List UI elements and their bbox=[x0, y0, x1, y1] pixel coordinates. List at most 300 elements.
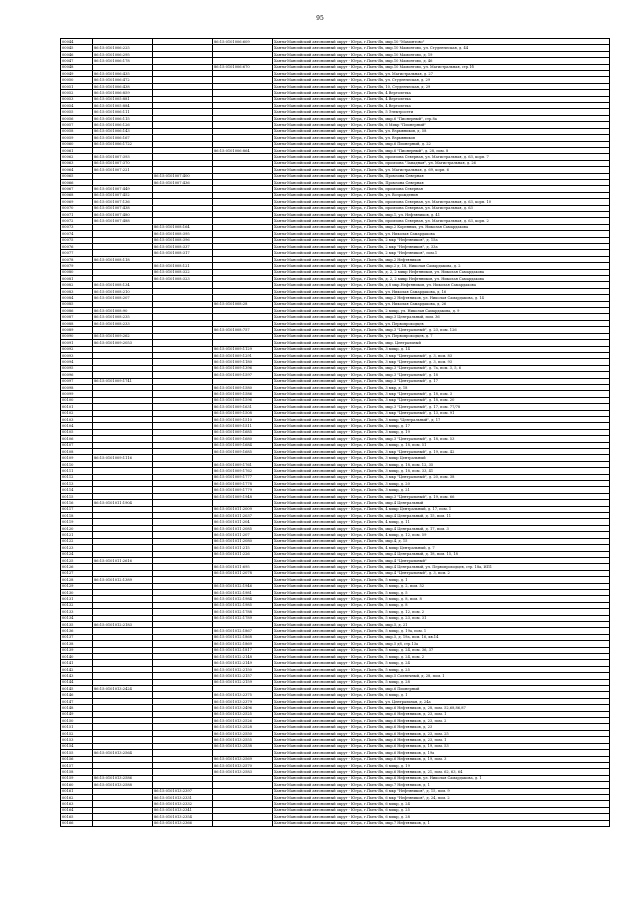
record-number-cell: 00080 bbox=[61, 269, 93, 275]
record-number-cell: 00116 bbox=[61, 500, 93, 506]
address-cell: Ханты-Мансийский автономный округ - Югра, г.Пыть-Ях, мкр.3 "Центральный", д. 19, пом. 66 bbox=[273, 493, 610, 499]
registry-table-body bbox=[61, 39, 610, 827]
record-number-cell: 00058 bbox=[61, 128, 93, 134]
address-cell: Ханты-Мансийский автономный округ - Югра, г.Пыть-Ях, мкр.6 Нефтяников, д. 19а bbox=[273, 750, 610, 756]
record-number-cell: 00131 bbox=[61, 596, 93, 602]
address-cell: Ханты-Мансийский автономный округ - Югра, г.Пыть-Ях, ул. Возрождения bbox=[273, 192, 610, 198]
address-cell: Ханты-Мансийский автономный округ - Югра, г.Пыть-Ях, мкр.3 "Центральный", д. 23, пом. 126 bbox=[273, 327, 610, 333]
address-cell: Ханты-Мансийский автономный округ - Югра, г.Пыть-Ях, 5 микр, д. 28 bbox=[273, 679, 610, 685]
cadastral-number-cell: 86:15:0101006:178 bbox=[93, 58, 153, 64]
premises-number-cell: 86:15:0101011:2080 bbox=[213, 538, 273, 544]
address-cell: Ханты-Мансийский автономный округ - Югра, г.Пыть-Ях, ул. Центральная, д. 24а bbox=[273, 698, 610, 704]
address-cell: Ханты-Мансийский автономный округ - Югра, г.Пыть-Ях, мкр.6 Нефтяников, д. 21, пом. 62, 63, 64 bbox=[273, 769, 610, 775]
premises-number-cell: 86:15:0101013:2555 bbox=[213, 737, 273, 743]
building-number-cell: 86:15:0101008:395 bbox=[153, 231, 213, 237]
address-cell: Ханты-Мансийский автономный округ - Югра, г.Пыть-Ях, 6 микр, д. 25 bbox=[273, 807, 610, 813]
record-number-cell: 00108 bbox=[61, 449, 93, 455]
record-number-cell: 00077 bbox=[61, 250, 93, 256]
address-cell: Ханты-Мансийский автономный округ - Югра, г.Пыть-Ях, мкр.3 Центральный, пом. 36 bbox=[273, 314, 610, 320]
premises-number-cell: 86:15:0101013:2375 bbox=[213, 692, 273, 698]
premises-number-cell: 86:15:0101013:2525 bbox=[213, 711, 273, 717]
record-number-cell: 00137 bbox=[61, 634, 93, 640]
record-number-cell: 00054 bbox=[61, 103, 93, 109]
record-number-cell: 00152 bbox=[61, 730, 93, 736]
record-number-cell: 00120 bbox=[61, 525, 93, 531]
premises-number-cell: 86:15:0101013:2528 bbox=[213, 724, 273, 730]
record-number-cell: 00123 bbox=[61, 545, 93, 551]
address-cell: Ханты-Мансийский автономный округ - Югра, г.Пыть-Ях, 3 мкр, д. 18 bbox=[273, 384, 610, 390]
address-cell: Ханты-Мансийский автономный округ - Югра, г.Пыть-Ях, мкр.3 "Центральный", д. 18, пом. 53 bbox=[273, 436, 610, 442]
record-number-cell: 00111 bbox=[61, 468, 93, 474]
premises-number-cell: 86:15:0101009:1685 bbox=[213, 449, 273, 455]
premises-number-cell: 86:15:0101009:1685 bbox=[213, 429, 273, 435]
record-number-cell: 00090 bbox=[61, 333, 93, 339]
record-number-cell: 00132 bbox=[61, 602, 93, 608]
cadastral-number-cell: 86:15:0101006:115 bbox=[93, 115, 153, 121]
record-number-cell: 00044 bbox=[61, 39, 93, 45]
record-number-cell: 00115 bbox=[61, 493, 93, 499]
premises-number-cell: 86:15:0101013:2570 bbox=[213, 762, 273, 768]
premises-number-cell: 86:15:0101012:2148 bbox=[213, 654, 273, 660]
address-cell: Ханты-Мансийский автономный округ - Югра, г.Пыть-Ях, 5 микр, д. 25 bbox=[273, 666, 610, 672]
address-cell: Ханты-Мансийский автономный округ - Югра, г.Пыть-Ях, ул. Николая Самардакова, д. 26 bbox=[273, 301, 610, 307]
cadastral-number-cell bbox=[93, 820, 153, 826]
record-number-cell: 00159 bbox=[61, 775, 93, 781]
premises-number-cell: 86:15:0101012:1985 bbox=[213, 602, 273, 608]
premises-number-cell: 86:15:0101012:2159 bbox=[213, 679, 273, 685]
premises-number-cell: 86:15:0101009:1631 bbox=[213, 404, 273, 410]
address-cell: Ханты-Мансийский автономный округ - Югра, г.Пыть-Ях, 4 Вертолетка bbox=[273, 96, 610, 102]
address-cell: Ханты-Мансийский автономный округ - Югра, г.Пыть-Ях, ул. Первопроходцев, д. 7 bbox=[273, 333, 610, 339]
record-number-cell: 00164 bbox=[61, 807, 93, 813]
record-number-cell: 00047 bbox=[61, 58, 93, 64]
address-cell: Ханты-Мансийский автономный округ - Югра, г.Пыть-Ях, 3 микр, д. 18, пом. 12, 35 bbox=[273, 461, 610, 467]
cadastral-number-cell: 86:15:0101009:1741 bbox=[93, 378, 153, 384]
cadastral-number-cell: 86:15:0101007:370 bbox=[93, 160, 153, 166]
table-row bbox=[61, 820, 610, 826]
address-cell: Ханты-Мансийский автономный округ - Югра, г.Пыть-Ях, 5 микр, д. 23, пом. 31 bbox=[273, 615, 610, 621]
record-number-cell: 00161 bbox=[61, 788, 93, 794]
premises-number-cell: 86:15:0101011:695 bbox=[213, 564, 273, 570]
premises-number-cell: 86:15:0101012:2149 bbox=[213, 660, 273, 666]
address-cell: Ханты-Мансийский автономный округ - Югра, г.Пыть-Ях, 3 микр, д. 17 bbox=[273, 423, 610, 429]
cadastral-number-cell: 86:15:0101006:126 bbox=[93, 122, 153, 128]
record-number-cell: 00091 bbox=[61, 340, 93, 346]
record-number-cell: 00094 bbox=[61, 359, 93, 365]
record-number-cell: 00052 bbox=[61, 90, 93, 96]
address-cell: Ханты-Мансийский автономный округ - Югра, г.Пыть-Ях, мкр.6 "Пионерный", стр.8а bbox=[273, 115, 610, 121]
premises-number-cell: 86:15:0101009:1596 bbox=[213, 397, 273, 403]
address-cell: Ханты-Мансийский автономный округ - Югра, г.Пыть-Ях, мкр.6 Нефтяников, д. 23, пом. 2 bbox=[273, 718, 610, 724]
address-cell: Ханты-Мансийский автономный округ - Югра, г.Пыть-Ях, 6 микр, д. 1 bbox=[273, 692, 610, 698]
record-number-cell: 00084 bbox=[61, 295, 93, 301]
premises-number-cell: 86:15:0101006:670 bbox=[213, 64, 273, 70]
address-cell: Ханты-Мансийский автономный округ - Югра, г.Пыть-Ях, 4 микр Центральный, д. 17, пом. 1 bbox=[273, 506, 610, 512]
premises-number-cell: 86:15:0101011:2037 bbox=[213, 513, 273, 519]
record-number-cell: 00148 bbox=[61, 705, 93, 711]
record-number-cell: 00083 bbox=[61, 288, 93, 294]
cadastral-number-cell: 86:15:0101012:2183 bbox=[93, 621, 153, 627]
address-cell: Ханты-Мансийский автономный округ - Югра, г.Пыть-Ях, 3 мкр "Центральный", д. 20, пом. 38 bbox=[273, 474, 610, 480]
cadastral-number-cell: 86:15:0101011:1904 bbox=[93, 500, 153, 506]
address-cell: Ханты-Мансийский автономный округ - Югра, г.Пыть-Ях, мкр.3 "Центральный", д. 18 bbox=[273, 372, 610, 378]
address-cell: Ханты-Мансийский автономный округ - Югра, г.Пыть-Ях, мкр.1, ул. Нефтяников, д. 41 bbox=[273, 211, 610, 217]
address-cell: Ханты-Мансийский автономный округ - Югра, г.Пыть-Ях, мкр.4 "Центральный", д. 3, пом. 2 bbox=[273, 570, 610, 576]
record-number-cell: 00113 bbox=[61, 481, 93, 487]
record-number-cell: 00097 bbox=[61, 378, 93, 384]
record-number-cell: 00140 bbox=[61, 654, 93, 660]
address-cell: Ханты-Мансийский автономный округ - Югра, г.Пыть-Ях, 6 микр, д. 19 bbox=[273, 762, 610, 768]
premises-number-cell: 86:15:0101009:1597 bbox=[213, 372, 273, 378]
address-cell: Ханты-Мансийский автономный округ - Югра, г.Пыть-Ях, мкр.5 д8, стр.13а bbox=[273, 641, 610, 647]
record-number-cell: 00061 bbox=[61, 147, 93, 153]
record-number-cell: 00078 bbox=[61, 256, 93, 262]
cadastral-number-cell: 86:15:0101012:1389 bbox=[93, 577, 153, 583]
cadastral-number-cell: 86:15:0101008:118 bbox=[93, 256, 153, 262]
record-number-cell: 00060 bbox=[61, 141, 93, 147]
record-number-cell: 00065 bbox=[61, 173, 93, 179]
record-number-cell: 00133 bbox=[61, 609, 93, 615]
address-cell: Ханты-Мансийский автономный округ - Югра, г.Пыть-Ях, 2 мкр "Нефтяников", д. 33а bbox=[273, 244, 610, 250]
record-number-cell: 00092 bbox=[61, 346, 93, 352]
cadastral-number-cell: 86:15:0101013:2564 bbox=[93, 750, 153, 756]
address-cell: Ханты-Мансийский автономный округ - Югра, г.Пыть-Ях, промзона Северная bbox=[273, 186, 610, 192]
record-number-cell: 00129 bbox=[61, 583, 93, 589]
record-number-cell: 00135 bbox=[61, 621, 93, 627]
cadastral-number-cell: 86:15:0101006:111 bbox=[93, 109, 153, 115]
record-number-cell: 00071 bbox=[61, 211, 93, 217]
record-number-cell: 00085 bbox=[61, 301, 93, 307]
record-number-cell: 00143 bbox=[61, 673, 93, 679]
premises-number-cell: 86:15:0101009:1511 bbox=[213, 423, 273, 429]
premises-number-cell: 86:15:0101009:1580 bbox=[213, 384, 273, 390]
address-cell: Ханты-Мансийский автономный округ - Югра, г.Пыть-Ях, мкр.6 Нефтяников, д. 23, пом. 25 bbox=[273, 730, 610, 736]
record-number-cell: 00134 bbox=[61, 615, 93, 621]
address-cell: Ханты-Мансийский автономный округ - Югра, г.Пыть-Ях, 3 микр, д. 20 bbox=[273, 481, 610, 487]
record-number-cell: 00109 bbox=[61, 455, 93, 461]
cadastral-number-cell: 86:15:0101007:449 bbox=[93, 186, 153, 192]
record-number-cell: 00130 bbox=[61, 589, 93, 595]
record-number-cell: 00118 bbox=[61, 513, 93, 519]
premises-number-cell: 86:15:0101012:1984 bbox=[213, 596, 273, 602]
cadastral-number-cell: 86:15:0101006:435 bbox=[93, 71, 153, 77]
address-cell: Ханты-Мансийский автономный округ - Югра, г.Пыть-Ях, мкр.4 "Центральный" bbox=[273, 557, 610, 563]
record-number-cell: 00059 bbox=[61, 135, 93, 141]
cadastral-number-cell: 86:15:0101007:488 bbox=[93, 218, 153, 224]
building-number-cell: 86:15:0101008:337 bbox=[153, 244, 213, 250]
cadastral-number-cell: 86:15:0101013:2588 bbox=[93, 782, 153, 788]
record-number-cell: 00112 bbox=[61, 474, 93, 480]
record-number-cell: 00163 bbox=[61, 801, 93, 807]
address-cell: Ханты-Мансийский автономный округ - Югра, г.Пыть-Ях, мкр.7 Нефтяников, д. 1 bbox=[273, 820, 610, 826]
record-number-cell: 00050 bbox=[61, 77, 93, 83]
premises-number-cell: 86:15:0101009:1396 bbox=[213, 365, 273, 371]
address-cell: Ханты-Мансийский автономный округ - Югра, г.Пыть-Ях, мкр.6 Пионерный, д. 22 bbox=[273, 141, 610, 147]
record-number-cell: 00114 bbox=[61, 487, 93, 493]
premises-number-cell: 86:15:0101009:1777 bbox=[213, 474, 273, 480]
building-number-cell: 86:15:0101013:2332 bbox=[153, 801, 213, 807]
record-number-cell: 00160 bbox=[61, 782, 93, 788]
record-number-cell: 00067 bbox=[61, 186, 93, 192]
record-number-cell: 00088 bbox=[61, 320, 93, 326]
address-cell: Ханты-Мансийский автономный округ - Югра, г.Пыть-Ях, ул. Студенческая, д. 29 bbox=[273, 77, 610, 83]
record-number-cell: 00166 bbox=[61, 820, 93, 826]
address-cell: Ханты-Мансийский автономный округ - Югра, г.Пыть-Ях, мкр.10 Мамонтово, д. 19 bbox=[273, 51, 610, 57]
address-cell: Ханты-Мансийский автономный округ - Югра, г.Пыть-Ях, мкр. Центральный bbox=[273, 340, 610, 346]
record-number-cell: 00107 bbox=[61, 442, 93, 448]
record-number-cell: 00096 bbox=[61, 372, 93, 378]
record-number-cell: 00081 bbox=[61, 276, 93, 282]
premises-number-cell: 86:15:0101012:1981 bbox=[213, 589, 273, 595]
premises-number-cell: 86:15:0101013:2569 bbox=[213, 756, 273, 762]
premises-number-cell: 86:15:0101009:1762 bbox=[213, 468, 273, 474]
premises-number-cell: 86:15:0101009:1510 bbox=[213, 416, 273, 422]
address-cell: Ханты-Мансийский автономный округ - Югра, г.Пыть-Ях, 2 микр, ул. Николая Самардакова, д. 9 bbox=[273, 308, 610, 314]
premises-number-cell: 86:15:0101009:1508 bbox=[213, 410, 273, 416]
address-cell: Ханты-Мансийский автономный округ - Югра, г.Пыть-Ях, 4 Вертолетка bbox=[273, 103, 610, 109]
premises-number-cell: 86:15:0101013:2379 bbox=[213, 698, 273, 704]
address-cell: Ханты-Мансийский автономный округ - Югра, г.Пыть-Ях, мкр.4 Центральный, д. 17, пом. 3 bbox=[273, 525, 610, 531]
address-cell: Ханты-Мансийский автономный округ - Югра, г.Пыть-Ях, мкр.6 Нефтяников, д. 19, пом. 3 bbox=[273, 756, 610, 762]
building-number-cell: 86:15:0101008:164 bbox=[153, 224, 213, 230]
record-number-cell: 00165 bbox=[61, 814, 93, 820]
premises-number-cell: 86:15:0101012:1867 bbox=[213, 628, 273, 634]
address-cell: Ханты-Мансийский автономный округ - Югра, г.Пыть-Ях, 3 мкр "Центральный", д. 3, пом. 83 bbox=[273, 352, 610, 358]
address-cell: Ханты-Мансийский автономный округ - Югра, г.Пыть-Ях, мкр.6 Нефтяников, д. 19, пом. 53 bbox=[273, 743, 610, 749]
record-number-cell: 00106 bbox=[61, 436, 93, 442]
cadastral-number-cell: 86:15:0101006:167 bbox=[93, 135, 153, 141]
premises-number-cell: 86:15:0101011:2078 bbox=[213, 570, 273, 576]
address-cell: Ханты-Мансийский автономный округ - Югра, г.Пыть-Ях, 3 мкр "Центральный", д. 19, пом. 42 bbox=[273, 449, 610, 455]
building-number-cell: 86:15:0101013:2397 bbox=[153, 788, 213, 794]
address-cell: Ханты-Мансийский автономный округ - Югра, г.Пыть-Ях, мкр.6 Пионерный bbox=[273, 686, 610, 692]
address-cell: Ханты-Мансийский автономный округ - Югра, г.Пыть-Ях, ул. Магистральная, д. 27 bbox=[273, 71, 610, 77]
record-number-cell: 00073 bbox=[61, 224, 93, 230]
address-cell: Ханты-Мансийский автономный округ - Югра, г.Пыть-Ях, 4 Вертолетка bbox=[273, 90, 610, 96]
cadastral-number-cell: 86:15:0101007:221 bbox=[93, 167, 153, 173]
record-number-cell: 00064 bbox=[61, 167, 93, 173]
record-number-cell: 00157 bbox=[61, 762, 93, 768]
record-number-cell: 00117 bbox=[61, 506, 93, 512]
premises-number-cell: 86:15:0101011:215 bbox=[213, 545, 273, 551]
address-cell: Ханты-Мансийский автономный округ - Югра, г.Пыть-Ях, 5 микр, д. 2, пом. 52 bbox=[273, 583, 610, 589]
address-cell: Ханты-Мансийский автономный округ - Югра, г.Пыть-Ях, ул. Николая Самардакова, д. 16 bbox=[273, 288, 610, 294]
address-cell: Ханты-Мансийский автономный округ - Югра, г.Пыть-Ях, мкр.6 Нефтяников, д. 23, пом. 1 bbox=[273, 711, 610, 717]
address-cell: Ханты-Мансийский автономный округ - Югра, г.Пыть-Ях, мкр.10 "Мамонтово" bbox=[273, 39, 610, 45]
address-cell: Ханты-Мансийский автономный округ - Югра, г.Пыть-Ях, Промзона Северная bbox=[273, 179, 610, 185]
building-number-cell: 86:15:0101008:396 bbox=[153, 237, 213, 243]
premises-number-cell: 86:15:0101012:2150 bbox=[213, 666, 273, 672]
record-number-cell: 00049 bbox=[61, 71, 93, 77]
address-cell: Ханты-Мансийский автономный округ - Югра, г.Пыть-Ях, промзона "Западная", ул. Магистральная, д. 26 bbox=[273, 160, 610, 166]
record-number-cell: 00072 bbox=[61, 218, 93, 224]
address-cell: Ханты-Мансийский автономный округ - Югра, г.Пыть-Ях, 5 микр, д. 24, пом. 36, 37 bbox=[273, 647, 610, 653]
record-number-cell: 00057 bbox=[61, 122, 93, 128]
premises-number-cell: 86:15:0101013:2550 bbox=[213, 730, 273, 736]
record-number-cell: 00128 bbox=[61, 577, 93, 583]
record-number-cell: 00101 bbox=[61, 404, 93, 410]
cadastral-number-cell: 86:15:0101008:90 bbox=[93, 308, 153, 314]
address-cell: Ханты-Мансийский автономный округ - Югра, г.Пыть-Ях, промзона Северная, ул. Магистральная, д. 63, корп. 7 bbox=[273, 154, 610, 160]
premises-number-cell: 86:15:0101012:2157 bbox=[213, 673, 273, 679]
premises-number-cell: 86:15:0101009:1129 bbox=[213, 346, 273, 352]
cadastral-number-cell: 86:15:0101007:438 bbox=[93, 205, 153, 211]
premises-number-cell: 86:15:0101009:1180 bbox=[213, 359, 273, 365]
cadastral-number-cell: 86:15:0101008:134 bbox=[93, 282, 153, 288]
record-number-cell: 00046 bbox=[61, 51, 93, 57]
address-cell: Ханты-Мансийский автономный округ - Югра, г.Пыть-Ях, ул. Первопроходцев bbox=[273, 320, 610, 326]
premises-number-cell: 86:15:0101013:2496 bbox=[213, 705, 273, 711]
record-number-cell: 00144 bbox=[61, 679, 93, 685]
record-number-cell: 00053 bbox=[61, 96, 93, 102]
address-cell: Ханты-Мансийский автономный округ - Югра, г.Пыть-Ях, 5 микр, д. 1 bbox=[273, 577, 610, 583]
record-number-cell: 00146 bbox=[61, 692, 93, 698]
cadastral-number-cell: 86:15:0101005:884 bbox=[93, 103, 153, 109]
address-cell: Ханты-Мансийский автономный округ - Югра, г.Пыть-Ях, 3 микр, д. 18, пом. 51 bbox=[273, 442, 610, 448]
record-number-cell: 00124 bbox=[61, 551, 93, 557]
cadastral-number-cell: 86:15:0101008:235 bbox=[93, 314, 153, 320]
cadastral-number-cell: 86:15:0101009:262 bbox=[93, 333, 153, 339]
premises-number-cell: 86:15:0101013:2583 bbox=[213, 769, 273, 775]
record-number-cell: 00048 bbox=[61, 64, 93, 70]
address-cell: Ханты-Мансийский автономный округ - Югра, г.Пыть-Ях, 3 микр, д. 14 bbox=[273, 346, 610, 352]
record-number-cell: 00066 bbox=[61, 179, 93, 185]
record-number-cell: 00102 bbox=[61, 410, 93, 416]
record-number-cell: 00110 bbox=[61, 461, 93, 467]
record-number-cell: 00149 bbox=[61, 711, 93, 717]
address-cell: Ханты-Мансийский автономный округ - Югра, г.Пыть-Ях, мкр.7 Нефтяников, д. 1 bbox=[273, 782, 610, 788]
address-cell: Ханты-Мансийский автономный округ - Югра, г.Пыть-Ях, 3 микр, д. 18, пом. 33, 41 bbox=[273, 468, 610, 474]
address-cell: Ханты-Мансийский автономный округ - Югра, г.Пыть-Ях, мкр.3 "Центральный", д. 17, пом. 77/78 bbox=[273, 404, 610, 410]
building-number-cell: 86:15:0101013:2354 bbox=[153, 814, 213, 820]
address-cell: Ханты-Мансийский автономный округ - Югра, г.Пыть-Ях, 3 микр Центральный bbox=[273, 455, 610, 461]
premises-number-cell: 86:15:0101012:1788 bbox=[213, 609, 273, 615]
address-cell: Ханты-Мансийский автономный округ - Югра, г.Пыть-Ях, промзона Северная, ул. Магистральная, д. 63, корп. 10 bbox=[273, 199, 610, 205]
building-number-cell: 86:15:0101013:2331 bbox=[153, 794, 213, 800]
record-number-cell: 00151 bbox=[61, 724, 93, 730]
premises-number-cell: 86:15:0101009:1778 bbox=[213, 481, 273, 487]
record-number-cell: 00100 bbox=[61, 397, 93, 403]
premises-number-cell: 86:15:0101012:1868 bbox=[213, 634, 273, 640]
premises-number-cell: 86:15:0101011:2085 bbox=[213, 525, 273, 531]
record-number-cell: 00098 bbox=[61, 384, 93, 390]
cadastral-number-cell: 86:15:0101007:480 bbox=[93, 211, 153, 217]
premises-number-cell: 86:15:0101011:207 bbox=[213, 532, 273, 538]
cadastral-number-cell: 86:15:0101006:295 bbox=[93, 51, 153, 57]
cadastral-number-cell: 86:15:0101006:143 bbox=[93, 128, 153, 134]
address-cell: Ханты-Мансийский автономный округ - Югра, г.Пыть-Ях, ул. Взрывников bbox=[273, 135, 610, 141]
record-number-cell: 00127 bbox=[61, 570, 93, 576]
address-cell: Ханты-Мансийский автономный округ - Югра, г.Пыть-Ях, мкр.2 Коренных, ул. Николая Самардакова bbox=[273, 224, 610, 230]
cadastral-number-cell: 86:15:0101013:2424 bbox=[93, 686, 153, 692]
building-number-cell: 86:15:0101008:323 bbox=[153, 276, 213, 282]
premises-number-cell: 86:15:0101009:1948 bbox=[213, 493, 273, 499]
premises-number-cell: 86:15:0101012:1817 bbox=[213, 647, 273, 653]
record-number-cell: 00125 bbox=[61, 557, 93, 563]
premises-number-cell: 86:15:0101008:28 bbox=[213, 301, 273, 307]
premises-number-cell: 86:15:0101006:864 bbox=[213, 147, 273, 153]
premises-number-cell: 86:15:0101009:1586 bbox=[213, 391, 273, 397]
address-cell: Ханты-Мансийский автономный округ - Югра, г.Пыть-Ях, мкр.5, д. 21 bbox=[273, 621, 610, 627]
record-number-cell: 00158 bbox=[61, 769, 93, 775]
address-cell: Ханты-Мансийский автономный округ - Югра, г.Пыть-Ях, мкр.3 "Центральный", д. 7а, пом. 3, 5, 6 bbox=[273, 365, 610, 371]
address-cell: Ханты-Мансийский автономный округ - Югра, г.Пыть-Ях, мкр.10 Мамонтово, ул. Магистральная, стр.1б bbox=[273, 64, 610, 70]
address-cell: Ханты-Мансийский автономный округ - Югра, г.Пыть-Ях, 6 микр, д. 28 bbox=[273, 814, 610, 820]
address-cell: Ханты-Мансийский автономный округ - Югра, г.Пыть-Ях, 2 мкр "Нефтяников", пом.1 bbox=[273, 250, 610, 256]
cadastral-number-cell: 86:15:0101006:472 bbox=[93, 77, 153, 83]
record-number-cell: 00162 bbox=[61, 794, 93, 800]
address-cell: Ханты-Мансийский автономный округ - Югра, г.Пыть-Ях, мкр.6 Нефтяников, д. 23, пом. 1 bbox=[273, 737, 610, 743]
record-number-cell: 00062 bbox=[61, 154, 93, 160]
building-number-cell: 86:15:0101008:322 bbox=[153, 269, 213, 275]
address-cell: Ханты-Мансийский автономный округ - Югра, г.Пыть-Ях, 3 микр "Центральный", д. 17 bbox=[273, 416, 610, 422]
record-number-cell: 00155 bbox=[61, 750, 93, 756]
building-number-cell: 86:15:0101008:121 bbox=[153, 263, 213, 269]
address-cell: Ханты-Мансийский автономный округ - Югра, г.Пыть-Ях, 3 микр, д. 19 bbox=[273, 429, 610, 435]
premises-number-cell: 86:15:0101009:1761 bbox=[213, 461, 273, 467]
cadastral-number-cell: 86:15:0101005:881 bbox=[93, 96, 153, 102]
record-number-cell: 00153 bbox=[61, 737, 93, 743]
record-number-cell: 00045 bbox=[61, 45, 93, 51]
building-number-cell: 86:15:0101008:317 bbox=[153, 250, 213, 256]
premises-number-cell: 86:15:0101008:757 bbox=[213, 327, 273, 333]
cadastral-number-cell: 86:15:0101009:1116 bbox=[93, 455, 153, 461]
address-cell: Ханты-Мансийский автономный округ - Югра, г.Пыть-Ях, 5 Электросети bbox=[273, 109, 610, 115]
address-cell: Ханты-Мансийский автономный округ - Югра, г.Пыть-Ях, 4 микр Центральный, д. 7 bbox=[273, 545, 610, 551]
cadastral-number-cell: 86:15:0101006:438 bbox=[93, 83, 153, 89]
address-cell: Ханты-Мансийский автономный округ - Югра, г.Пыть-Ях, мкр.4 Центральный, д. 18, пом. 15, 18 bbox=[273, 551, 610, 557]
record-number-cell: 00141 bbox=[61, 660, 93, 666]
record-number-cell: 00076 bbox=[61, 244, 93, 250]
record-number-cell: 00079 bbox=[61, 263, 93, 269]
record-number-cell: 00150 bbox=[61, 718, 93, 724]
premises-number-cell: 86:15:0101011:226 bbox=[213, 551, 273, 557]
address-cell: Ханты-Мансийский автономный округ - Югра, г.Пыть-Ях, д. 2, 2 микр Нефтяников, ул. Николая Самардакова bbox=[273, 276, 610, 282]
address-cell: Ханты-Мансийский автономный округ - Югра, г.Пыть-Ях, мкр.5 Солнечный, д. 28, пом. 1 bbox=[273, 673, 610, 679]
registry-table bbox=[60, 38, 610, 827]
address-cell: Ханты-Мансийский автономный округ - Югра, г.Пыть-Ях, мкр.6 "Пионерный", д. 28, пом. 8 bbox=[273, 147, 610, 153]
premises-number-cell: 86:15:0101009:1291 bbox=[213, 352, 273, 358]
record-number-cell: 00145 bbox=[61, 686, 93, 692]
address-cell: Ханты-Мансийский автономный округ - Югра, г.Пыть-Ях, промзона Северная, ул. Магистральная, д. 63 bbox=[273, 205, 610, 211]
address-cell: Ханты-Мансийский автономный округ - Югра, г.Пыть-Ях, 2 мкр "Нефтяников", д. 15а bbox=[273, 237, 610, 243]
address-cell: Ханты-Мансийский автономный округ - Югра, г.Пыть-Ях, д. 2, 2 микр Нефтяников, ул. Николая Самардакова bbox=[273, 269, 610, 275]
record-number-cell: 00089 bbox=[61, 327, 93, 333]
address-cell: Ханты-Мансийский автономный округ - Югра, г.Пыть-Ях, 5 микр, д. 5 bbox=[273, 589, 610, 595]
premises-number-cell: 86:15:0101013:2538 bbox=[213, 743, 273, 749]
address-cell: Ханты-Мансийский автономный округ - Югра, г.Пыть-Ях, д.8 мкр.Нефтяников, ул. Николая Самардакова bbox=[273, 282, 610, 288]
cadastral-number-cell: 86:15:0101007:452 bbox=[93, 192, 153, 198]
address-cell: Ханты-Мансийский автономный округ - Югра, г.Пыть-Ях, мкр.4 Центральный bbox=[273, 500, 610, 506]
premises-number-cell: 86:15:0101013:2526 bbox=[213, 718, 273, 724]
address-cell: Ханты-Мансийский автономный округ - Югра, г.Пыть-Ях, 5 микр, д. 19а, пом. 1 bbox=[273, 628, 610, 634]
address-cell: Ханты-Мансийский автономный округ - Югра, г.Пыть-Ях, 5 микр, д. 24 bbox=[273, 660, 610, 666]
record-number-cell: 00082 bbox=[61, 282, 93, 288]
record-number-cell: 00063 bbox=[61, 160, 93, 166]
record-number-cell: 00095 bbox=[61, 365, 93, 371]
cadastral-number-cell: 86:15:0101009:2053 bbox=[93, 340, 153, 346]
address-cell: Ханты-Мансийский автономный округ - Югра, г.Пыть-Ях, мкр.6 Нефтяников, д. 28, пом. 52,68,86,87 bbox=[273, 705, 610, 711]
record-number-cell: 00055 bbox=[61, 109, 93, 115]
record-number-cell: 00119 bbox=[61, 519, 93, 525]
address-cell: Ханты-Мансийский автономный округ - Югра, г.Пыть-Ях, мкр.6 Нефтяников, ул. Николая Самардакова, д. 1 bbox=[273, 775, 610, 781]
premises-number-cell: 86:15:0101011:204 bbox=[213, 519, 273, 525]
address-cell: Ханты-Мансийский автономный округ - Югра, г.Пыть-Ях, 6 мкр "Нефтяников", д. 24, пом. 2 bbox=[273, 794, 610, 800]
record-number-cell: 00154 bbox=[61, 743, 93, 749]
address-cell: Ханты-Мансийский автономный округ - Югра, г.Пыть-Ях, ул. Николая Самардакова bbox=[273, 231, 610, 237]
address-cell: Ханты-Мансийский автономный округ - Югра, г.Пыть-Ях, 3 микр, д. 21 bbox=[273, 487, 610, 493]
record-number-cell: 00156 bbox=[61, 756, 93, 762]
